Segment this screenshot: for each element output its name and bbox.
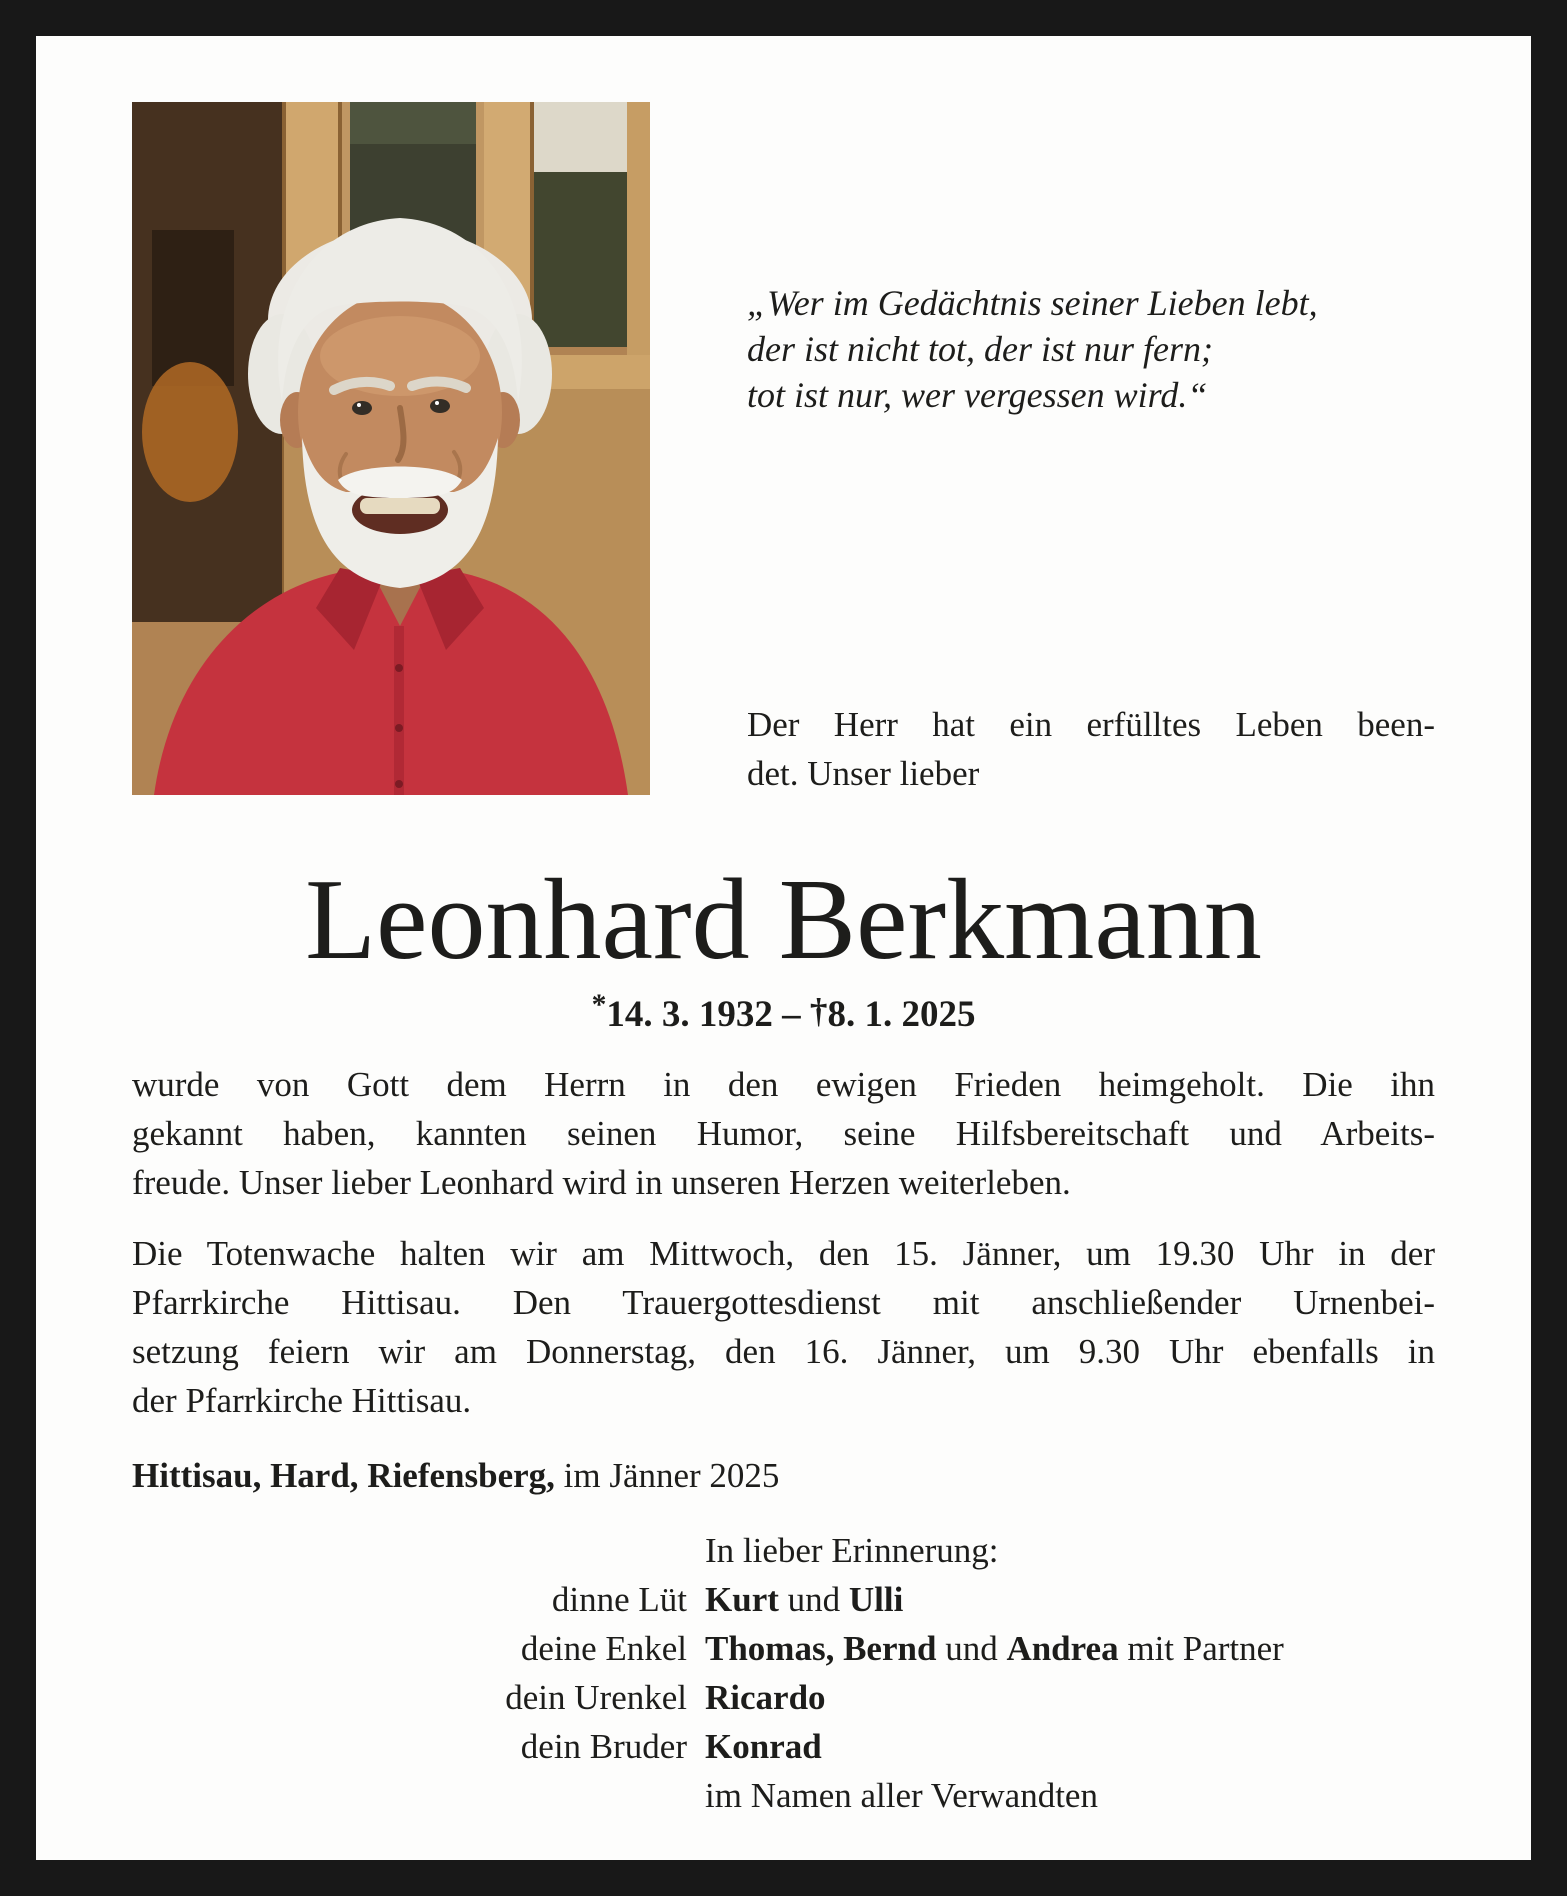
remembrance-row	[132, 1624, 1435, 1673]
paragraph2-line-4: der Pfarrkirche Hittisau.	[132, 1381, 472, 1421]
portrait-photo	[132, 102, 650, 795]
birth-star-symbol: *	[591, 989, 607, 1022]
service-paragraph	[132, 1229, 1435, 1425]
top-section	[132, 102, 1435, 802]
paragraph1-line-3: freude. Unser lieber Leonhard wird in unseren Herzen weiterleben.	[132, 1163, 1071, 1203]
dateline	[132, 1451, 1435, 1500]
name-bold: Andrea	[1006, 1629, 1119, 1669]
life-dates	[132, 989, 1435, 1036]
remembrance-row	[132, 1673, 1435, 1722]
quote-line-2: der ist nicht tot, der ist nur fern;	[747, 329, 1213, 369]
relation-label: dein Urenkel	[505, 1678, 687, 1718]
remembrance-footer: im Namen aller Verwandten	[705, 1776, 1098, 1816]
death-date: 8. 1. 2025	[827, 994, 976, 1036]
remembrance-row	[132, 1575, 1435, 1624]
intro-text	[747, 700, 1435, 798]
relation-names	[687, 1673, 826, 1722]
quote-line-1: „Wer im Gedächtnis seiner Lieben lebt,	[747, 283, 1318, 323]
dateline-date: im Jänner 2025	[563, 1456, 780, 1496]
name-bold: Thomas, Bernd	[705, 1629, 937, 1669]
relation-label: dein Bruder	[520, 1727, 687, 1767]
name-separator: und	[778, 1580, 849, 1620]
remembrance-heading: In lieber Erinnerung:	[705, 1531, 999, 1571]
name-bold: Ulli	[848, 1580, 904, 1620]
relation-names	[687, 1722, 822, 1771]
relation-label: dinne Lüt	[551, 1580, 687, 1620]
memorial-quote	[747, 280, 1435, 418]
obituary-sheet	[36, 36, 1531, 1860]
paragraph2-line-2: Pfarrkirche Hittisau. Den Trauergottesdienst mit anschließender Urnenbei-	[132, 1283, 1435, 1323]
paragraph1-line-1: wurde von Gott dem Herrn in den ewigen Frieden heimgeholt. Die ihn	[132, 1065, 1435, 1105]
paragraph2-line-1: Die Totenwache halten wir am Mittwoch, den 15. Jänner, um 19.30 Uhr in der	[132, 1234, 1435, 1274]
relation-names	[687, 1624, 1284, 1673]
deceased-name: Leonhard Berkmann	[305, 856, 1262, 984]
quote-line-3: tot ist nur, wer vergessen wird.“	[747, 375, 1208, 415]
name-bold: Konrad	[705, 1727, 822, 1767]
remembrance-section	[132, 1526, 1435, 1820]
name-suffix: mit Partner	[1118, 1629, 1284, 1669]
paragraph2-line-3: setzung feiern wir am Donnerstag, den 16. Jänner, um 9.30 Uhr ebenfalls in	[132, 1332, 1435, 1372]
relation-names	[687, 1575, 903, 1624]
remembrance-row	[132, 1722, 1435, 1771]
intro-line-2: det. Unser lieber	[747, 754, 980, 793]
name-bold: Ricardo	[705, 1678, 826, 1718]
death-cross-symbol: †	[809, 991, 828, 1031]
name-separator: und	[936, 1629, 1007, 1669]
obituary-paragraph	[132, 1060, 1435, 1207]
birth-date: 14. 3. 1932	[606, 994, 773, 1036]
dateline-places: Hittisau, Hard, Riefensberg,	[132, 1456, 555, 1496]
name-bold: Kurt	[705, 1580, 779, 1620]
relation-label: deine Enkel	[520, 1629, 687, 1669]
paragraph1-line-2: gekannt haben, kannten seinen Humor, seine Hilfsbereitschaft und Arbeits-	[132, 1114, 1435, 1154]
intro-line-1: Der Herr hat ein erfülltes Leben been-	[747, 705, 1435, 744]
dates-separator: –	[782, 994, 801, 1036]
